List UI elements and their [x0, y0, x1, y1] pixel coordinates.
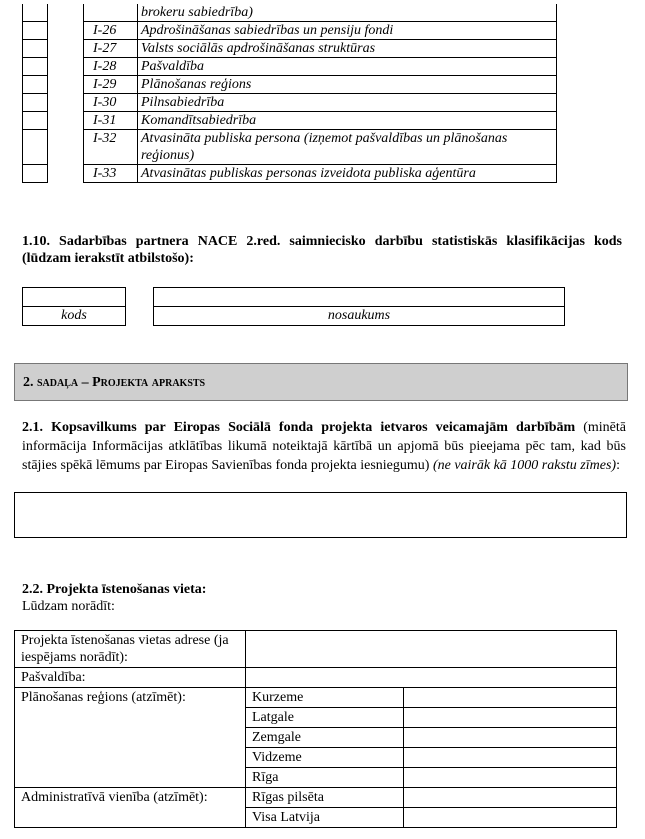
region-option-mark[interactable] — [404, 768, 617, 788]
region-label: Plānošanas reģions (atzīmēt): — [15, 688, 246, 788]
legal-form-name: Atvasināta publiska persona (izņemot pašvaldības un plānošanas reģionus) — [138, 130, 557, 165]
region-option-label: Zemgale — [246, 728, 404, 748]
legal-form-name: Plānošanas reģions — [138, 76, 557, 94]
summary-textarea[interactable] — [14, 492, 627, 538]
legal-form-name: Komandītsabiedrība — [138, 112, 557, 130]
legal-form-name: Apdrošināšanas sabiedrības un pensiju fondi — [138, 22, 557, 40]
region-option-mark[interactable] — [404, 748, 617, 768]
legal-form-checkbox[interactable] — [23, 22, 48, 40]
address-input[interactable] — [246, 631, 617, 668]
section-2-title: sadaļa – Projekta apraksts — [37, 375, 206, 390]
legal-form-code: I-29 — [84, 76, 138, 94]
legal-form-row — [23, 58, 557, 76]
location-table — [14, 630, 617, 828]
legal-form-name: Atvasinātas publiskas personas izveidota publiska aģentūra — [138, 165, 557, 183]
section-2-header — [14, 363, 628, 401]
region-option-label: Latgale — [246, 708, 404, 728]
legal-form-checkbox[interactable] — [23, 4, 48, 22]
legal-form-row — [23, 22, 557, 40]
legal-form-code: I-30 — [84, 94, 138, 112]
legal-form-checkbox[interactable] — [23, 58, 48, 76]
legal-form-checkbox[interactable] — [23, 165, 48, 183]
nace-heading: 1.10. Sadarbības partnera NACE 2.red. saimniecisko darbību statistiskās klasifikācijas kods (lūdzam ierakstīt atbilstošo): — [22, 234, 622, 266]
legal-form-spacer — [48, 165, 84, 183]
legal-form-row — [23, 4, 557, 22]
legal-form-name: Pašvaldība — [138, 58, 557, 76]
admin-unit-option-label: Rīgas pilsēta — [246, 788, 404, 808]
admin-unit-option-mark[interactable] — [404, 808, 617, 828]
location-row — [15, 688, 617, 708]
legal-form-row — [23, 40, 557, 58]
legal-form-code: I-26 — [84, 22, 138, 40]
legal-form-spacer — [48, 40, 84, 58]
region-option-mark[interactable] — [404, 728, 617, 748]
legal-form-spacer — [48, 76, 84, 94]
legal-form-checkbox[interactable] — [23, 112, 48, 130]
municipality-label: Pašvaldība: — [15, 668, 246, 688]
region-option-mark[interactable] — [404, 688, 617, 708]
address-label: Projekta īstenošanas vietas adrese (ja iespējams norādīt): — [15, 631, 246, 668]
legal-form-spacer — [48, 112, 84, 130]
location-subheading: Lūdzam norādīt: — [22, 599, 115, 614]
legal-form-row — [23, 112, 557, 130]
admin-unit-option-mark[interactable] — [404, 788, 617, 808]
region-option-label: Vidzeme — [246, 748, 404, 768]
legal-form-checkbox[interactable] — [23, 94, 48, 112]
location-row — [15, 668, 617, 688]
legal-form-code: I-32 — [84, 130, 138, 165]
region-option-label: Kurzeme — [246, 688, 404, 708]
location-row — [15, 631, 617, 668]
admin-unit-option-label: Visa Latvija — [246, 808, 404, 828]
nace-code-caption-cell — [22, 306, 126, 326]
section-2-number: 2. — [23, 375, 37, 390]
legal-form-spacer — [48, 94, 84, 112]
location-row — [15, 788, 617, 808]
legal-form-spacer — [48, 22, 84, 40]
legal-form-name: brokeru sabiedrība) — [138, 4, 557, 22]
nace-code-caption: kods — [61, 308, 87, 323]
region-option-mark[interactable] — [404, 708, 617, 728]
legal-form-spacer — [48, 4, 84, 22]
legal-form-spacer — [48, 58, 84, 76]
legal-form-checkbox[interactable] — [23, 76, 48, 94]
legal-form-name: Valsts sociālās apdrošināšanas struktūras — [138, 40, 557, 58]
municipality-input[interactable] — [246, 668, 617, 688]
legal-form-row — [23, 130, 557, 165]
legal-form-name: Pilnsabiedrība — [138, 94, 557, 112]
nace-name-input[interactable] — [153, 287, 565, 307]
legal-form-code: I-31 — [84, 112, 138, 130]
legal-form-code: I-28 — [84, 58, 138, 76]
nace-code-input[interactable] — [22, 287, 126, 307]
legal-form-code: I-33 — [84, 165, 138, 183]
region-option-label: Rīga — [246, 768, 404, 788]
legal-form-code: I-27 — [84, 40, 138, 58]
nace-name-caption: nosaukums — [327, 308, 391, 323]
summary-heading: 2.1. Kopsavilkums par Eiropas Sociālā fonda projekta ietvaros veicamajām darbībām (minētā informācija Informācijas atklātības likumā noteiktajā kārtībā un apjomā būs pieejama pēc tam, kad būs stājies spēkā lēmums par Eiropas Savienības fonda projekta iesniegumu) (ne vairāk kā 1000 rakstu zīmes): — [22, 420, 626, 473]
legal-form-checkbox[interactable] — [23, 130, 48, 165]
legal-form-checkbox[interactable] — [23, 40, 48, 58]
legal-form-row — [23, 76, 557, 94]
legal-form-row — [23, 94, 557, 112]
legal-form-code — [84, 4, 138, 22]
legal-form-spacer — [48, 130, 84, 165]
admin-unit-label: Administratīvā vienība (atzīmēt): — [15, 788, 246, 828]
legal-form-table — [22, 4, 557, 183]
legal-form-row — [23, 165, 557, 183]
nace-name-caption-cell — [153, 306, 565, 326]
location-heading: 2.2. Projekta īstenošanas vieta: — [22, 582, 207, 597]
